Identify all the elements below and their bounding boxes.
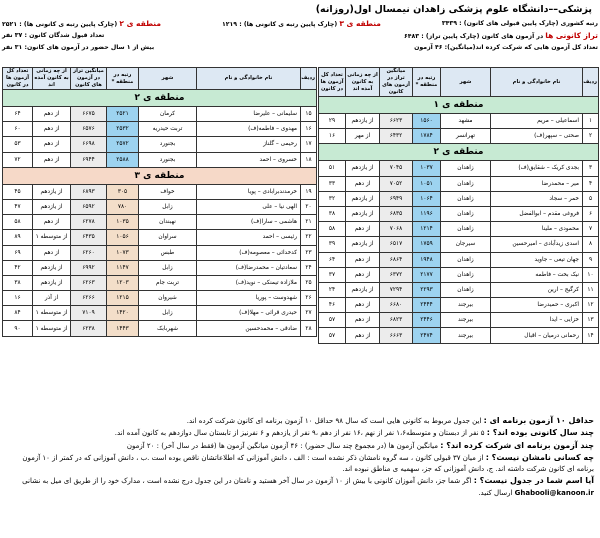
total-exams: ۴۷ xyxy=(3,199,33,214)
table-row xyxy=(3,245,317,260)
average-score: ۶۶۹۸ xyxy=(71,137,107,152)
qa-question: حداقل ۱۰ آزمون برنامه ای : xyxy=(483,416,594,425)
average-score: ۶۲۳۸ xyxy=(71,321,107,336)
city: زاهدان xyxy=(441,282,491,297)
joined-since: از یازدهم xyxy=(346,206,380,221)
row-number: ۵ xyxy=(583,191,599,206)
city: سراوان xyxy=(139,230,197,245)
qa-item xyxy=(4,440,594,452)
regional-rank: ۳۰۵ xyxy=(107,184,139,199)
student-name: کرگیج – ارین xyxy=(491,282,583,297)
student-name: حیدری قرائی – مهلا(ف) xyxy=(197,306,301,321)
total-exams: ۱۶ xyxy=(319,129,346,144)
row-number: ۲۳ xyxy=(301,245,317,260)
total-exams: ۴۲ xyxy=(3,260,33,275)
qa-contact xyxy=(4,488,594,499)
table-row xyxy=(319,282,599,297)
regional-rank: ۱۴۲۰ xyxy=(107,306,139,321)
row-number: ۳ xyxy=(583,161,599,176)
average-score: ۶۲۶۳ xyxy=(71,275,107,290)
header-since: از چه زمانی به کانون آمده اند xyxy=(346,68,380,97)
avg-exams: تعداد کل آزمون هایی که شرکت کرده اند(میانگین): ۴۶ آزمون xyxy=(414,44,598,51)
header-total: تعداد کل آزمون ها در کانون xyxy=(3,68,33,90)
joined-since: از دهم xyxy=(346,222,380,237)
total-exams: ۶۹ xyxy=(3,245,33,260)
joined-since: از دهم xyxy=(33,122,71,137)
joined-since: از یازدهم xyxy=(346,191,380,206)
regional-rank: ۲۵۳۲ xyxy=(107,122,139,137)
average-score: ۶۸۶۴ xyxy=(380,252,413,267)
right-table-body xyxy=(319,97,599,344)
region3-value: (چارک پایین رتبه ی کانونی ها) : ۱۲۱۹ xyxy=(221,21,340,28)
table-row xyxy=(319,114,599,129)
regional-rank: ۱۷۵۹ xyxy=(413,237,441,252)
header-since: از چه زمانی به کانون آمده اند xyxy=(34,68,69,88)
row-number: ۲۵ xyxy=(301,275,317,290)
row-number: ۱۸ xyxy=(301,152,317,167)
average-score: ۶۴۳۵ xyxy=(71,230,107,245)
table-row xyxy=(319,328,599,343)
city: زاهدان xyxy=(441,191,491,206)
joined-since: از آذر xyxy=(33,291,71,306)
total-exams: ۵۸ xyxy=(319,222,346,237)
student-name: بجدی کریک – شقایق(ف) xyxy=(491,161,583,176)
student-name: میر – محمدرضا xyxy=(491,176,583,191)
accepted-count: تعداد قبول شدگان کانون : ۳۷ نفر xyxy=(2,32,105,39)
regional-rank: ۱۰۳۵ xyxy=(107,215,139,230)
regional-rank: ۲۱۷۷ xyxy=(413,267,441,282)
city: تهرانسر xyxy=(441,129,491,144)
region-title: منطقه ی ۳ xyxy=(3,167,317,184)
joined-since: از یازدهم xyxy=(33,275,71,290)
table-row xyxy=(3,306,317,321)
region-header-row xyxy=(319,144,599,161)
table-row xyxy=(3,321,317,336)
row-number: ۲۲ xyxy=(301,230,317,245)
joined-since: از متوسطه ۱ xyxy=(33,230,71,245)
regional-rank: ۱۱۹۶ xyxy=(413,206,441,221)
table-row xyxy=(3,107,317,122)
average-score: ۶۸۹۳ xyxy=(71,184,107,199)
row-number: ۶ xyxy=(583,206,599,221)
table-row xyxy=(3,275,317,290)
page-title: پزشکی––دانشگاه علوم پزشکی زاهدان نیمسال اول(روزانه) xyxy=(315,4,592,15)
row-number: ۲ xyxy=(583,129,599,144)
table-row xyxy=(319,267,599,282)
city: بجنورد xyxy=(139,152,197,167)
city: زاهدان xyxy=(441,161,491,176)
table-row xyxy=(3,137,317,152)
joined-since: از یازدهم xyxy=(33,184,71,199)
region2-value: (چارک پایین رتبه ی کانونی ها) : ۲۵۲۱ xyxy=(2,21,120,28)
average-score: ۶۹۴۴ xyxy=(71,152,107,167)
qa-answer: اگر شما جز، دانش آموزان کانونی با بیش از ۱۰ آزمون در سال آخر هستید و نامتان در این جدول درج نشده است ، مدارک خود را از طریق ای میل به نشانی xyxy=(22,477,474,486)
total-exams: ۳۸ xyxy=(319,206,346,221)
total-exams: ۲۴ xyxy=(319,282,346,297)
student-name: ملازاده تیمنکی – نوید(ف) xyxy=(197,275,301,290)
total-exams: ۹۰ xyxy=(3,321,33,336)
national-rank: رتبه کشوری (چارک پایین قبولی های کانون) : ۳۴۳۹ xyxy=(441,20,598,27)
qa-question: آیا اسم شما در جدول نیست؟ : xyxy=(473,476,594,486)
region-title: منطقه ی ۱ xyxy=(319,97,599,114)
region-header-row xyxy=(3,167,317,184)
student-name: خمر – سجاد xyxy=(491,191,583,206)
over-one-year: بیش از ۱ سال حضور در آزمون های کانون: ۳۱ نفر xyxy=(2,44,155,51)
email-suffix: ارسال کنید. xyxy=(478,488,515,497)
student-name: مهدوی – فاطمه(ف) xyxy=(197,122,301,137)
qa-item xyxy=(4,415,594,427)
row-number: ۱۹ xyxy=(301,184,317,199)
average-score: ۷۰۶۸ xyxy=(380,222,413,237)
left-table-body xyxy=(3,90,317,337)
total-exams: ۳۹ xyxy=(319,237,346,252)
table-row xyxy=(3,152,317,167)
joined-since: از دهم xyxy=(33,245,71,260)
regional-rank: ۱۱۴۷ xyxy=(107,260,139,275)
joined-since: از دهم xyxy=(346,328,380,343)
regional-rank: ۱۰۵۶ xyxy=(107,230,139,245)
row-number: ۷ xyxy=(583,222,599,237)
table-row xyxy=(319,191,599,206)
total-exams: ۳۲ xyxy=(319,191,346,206)
table-row xyxy=(319,237,599,252)
student-name: شهدوست – پوریا xyxy=(197,291,301,306)
table-row xyxy=(3,260,317,275)
table-row xyxy=(319,161,599,176)
student-name: خزایی – ایدا xyxy=(491,313,583,328)
joined-since: از یازدهم xyxy=(33,260,71,275)
city: بجنورد xyxy=(139,137,197,152)
table-row xyxy=(319,129,599,144)
summary-row-2 xyxy=(2,30,598,42)
student-name: الهی نیا – علی xyxy=(197,199,301,214)
student-name: خرمدندبرابادی – پویا xyxy=(197,184,301,199)
header-total: تعداد کل آزمون ها در کانون xyxy=(319,68,346,97)
city: زاهدان xyxy=(441,176,491,191)
table-row xyxy=(319,298,599,313)
joined-since: از یازدهم xyxy=(346,161,380,176)
city: خواف xyxy=(139,184,197,199)
city: مشهد xyxy=(441,114,491,129)
joined-since: از یازدهم xyxy=(346,114,380,129)
row-number: ۲۸ xyxy=(301,321,317,336)
city: زابل xyxy=(139,306,197,321)
total-exams: ۵۷ xyxy=(319,328,346,343)
student-name: نیک بخت – فاطمه xyxy=(491,267,583,282)
table-row xyxy=(319,206,599,221)
header-row: ردیف xyxy=(301,68,317,90)
total-exams: ۳۷ xyxy=(319,267,346,282)
joined-since: از متوسطه ۱ xyxy=(33,321,71,336)
average-score: ۶۶۶۳ xyxy=(380,328,413,343)
joined-since: از دهم xyxy=(33,107,71,122)
header-avg: میانگین تراز در آزمون های کانون xyxy=(380,68,413,97)
row-number: ۲۷ xyxy=(301,306,317,321)
total-exams: ۵۱ xyxy=(319,161,346,176)
average-score: ۶۹۴۹ xyxy=(380,191,413,206)
student-name: اسماعیلی – مریم xyxy=(491,114,583,129)
student-name: رئیسی – احمد xyxy=(197,230,301,245)
header-rank: رتبه در منطقه * xyxy=(413,68,441,97)
joined-since: از دهم xyxy=(346,298,380,313)
total-exams: ۳۳ xyxy=(319,176,346,191)
city: طبس xyxy=(139,245,197,260)
header-name: نام خانوادگی و نام xyxy=(491,68,583,97)
city: تربت جام xyxy=(139,275,197,290)
regional-rank: ۱۰۳۷ xyxy=(413,161,441,176)
total-exams: ۴۶ xyxy=(319,298,346,313)
qa-section xyxy=(4,415,594,499)
region3-quartile xyxy=(222,18,381,30)
city: تربت حیدریه xyxy=(139,122,197,137)
joined-since: از دهم xyxy=(346,176,380,191)
average-score: ۶۸۳۵ xyxy=(380,206,413,221)
joined-since: از یازدهم xyxy=(33,199,71,214)
city: کرمان xyxy=(139,107,197,122)
qa-question: چند آزمون برنامه ای شرکت کرده اند؟ : xyxy=(440,440,594,450)
regional-rank: ۱۰۶۴ xyxy=(413,191,441,206)
regional-rank: ۱۵۶۰ xyxy=(413,114,441,129)
city: شهربابک xyxy=(139,321,197,336)
city: سیرجان xyxy=(441,237,491,252)
regional-rank: ۲۴۴۶ xyxy=(413,313,441,328)
row-number: ۱۷ xyxy=(301,137,317,152)
row-number: ۲۱ xyxy=(301,215,317,230)
header-name: نام خانوادگی و نام xyxy=(197,68,301,90)
row-number: ۱۰ xyxy=(583,267,599,282)
total-exams: ۵۸ xyxy=(3,215,33,230)
total-exams: ۲۹ xyxy=(319,114,346,129)
city: بیرجند xyxy=(441,313,491,328)
average-score: ۶۳۷۲ xyxy=(380,267,413,282)
qa-answer: این جدول مربوط به کانونی هایی است که سال ۹۸ حداقل ۱۰ آزمون برنامه ای کانون شرکت کرده اند. xyxy=(186,417,484,425)
total-exams: ۸۴ xyxy=(3,306,33,321)
table-row xyxy=(319,252,599,267)
average-score: ۶۹۹۲ xyxy=(71,260,107,275)
regional-rank: ۲۵۲۱ xyxy=(107,107,139,122)
student-name: رحمانی درمیان – اقبال xyxy=(491,328,583,343)
header-avg: میانگین تراز در آزمون های کانون xyxy=(71,68,107,90)
city: نهبندان xyxy=(139,215,197,230)
average-score: ۶۲۶۰ xyxy=(71,245,107,260)
qa-item xyxy=(4,452,594,476)
average-score: ۷۰۵۲ xyxy=(380,176,413,191)
row-number: ۹ xyxy=(583,252,599,267)
qa-question: چند سال کانونی بوده اند؟ : xyxy=(486,428,594,438)
row-number: ۱۲ xyxy=(583,298,599,313)
student-name: رحیمی – گلناز xyxy=(197,137,301,152)
student-name: خسروی – احمد xyxy=(197,152,301,167)
email-link[interactable]: Ghabooli@kanoon.ir xyxy=(514,488,594,497)
student-name: کدخدائی – معصومه(ف) xyxy=(197,245,301,260)
regional-rank: ۱۰۷۳ xyxy=(107,245,139,260)
header-row: ردیف xyxy=(583,68,599,97)
total-exams: ۸۹ xyxy=(3,230,33,245)
student-name: فروغی مقدم – ابوالفضل xyxy=(491,206,583,221)
table-row xyxy=(319,313,599,328)
regional-rank: ۲۴۴۴ xyxy=(413,298,441,313)
kanoon-score-value: در آزمون های کانون (چارک پایین تراز) : ۶۴۸۳ xyxy=(403,33,546,40)
qa-question: چه کسانی نامشان نیست؟ : xyxy=(485,452,594,462)
header-city: شهر xyxy=(139,68,197,90)
summary-row-1 xyxy=(2,18,598,30)
total-exams: ۵۷ xyxy=(319,313,346,328)
student-name: هاشمی – سارا(ف) xyxy=(197,215,301,230)
joined-since: از یازدهم xyxy=(346,282,380,297)
student-name: سعادتیان – محمدرضا(ف) xyxy=(197,260,301,275)
kanoon-score xyxy=(404,30,598,42)
average-score: ۶۶۲۳ xyxy=(380,114,413,129)
city: شیروان xyxy=(139,291,197,306)
table-row xyxy=(3,184,317,199)
row-number: ۱۵ xyxy=(301,107,317,122)
joined-since: از دهم xyxy=(346,267,380,282)
regional-rank: ۱۷۸۴ xyxy=(413,129,441,144)
joined-since: از یازدهم xyxy=(346,237,380,252)
row-number: ۲۶ xyxy=(301,291,317,306)
summary-info xyxy=(2,18,598,54)
regional-rank: ۲۴۷۴ xyxy=(413,328,441,343)
qa-answer: از میان ۳۷ قبولی کانون ، سه گروه نامشان ذکر نشده است : الف ، دانش آموزانی که اطلاعاتشان ناقص بوده است .ب ، دانش آموزانی که در کمتر از ۱۰ آزمون برنامه ای کانون شرکت داشته اند. ج، دانش آموزانی که جز، سهمیه ی مناطق نبوده اند. xyxy=(22,453,594,474)
total-exams: ۶۴ xyxy=(3,107,33,122)
city: زابل xyxy=(139,260,197,275)
region-header-row xyxy=(319,97,599,114)
table-row xyxy=(3,215,317,230)
average-score: ۶۸۲۳ xyxy=(380,313,413,328)
table-row xyxy=(3,199,317,214)
table-row xyxy=(319,176,599,191)
row-number: ۸ xyxy=(583,237,599,252)
regional-rank: ۱۲۰۳ xyxy=(107,275,139,290)
city: بیرجند xyxy=(441,298,491,313)
student-name: محمودی – ملینا xyxy=(491,222,583,237)
student-name: اسدی زیدآبادی – امیرحسین xyxy=(491,237,583,252)
joined-since: از دهم xyxy=(346,252,380,267)
joined-since: از متوسطه ۱ xyxy=(33,306,71,321)
regional-rank: ۱۹۴۸ xyxy=(413,252,441,267)
qa-item xyxy=(4,427,594,439)
city: زابل xyxy=(139,199,197,214)
qa-answer: ۵ نفر از دبستان و متوسطه۱،۶ نفر از نهم ،۱۶ نفر از دهم ،۹ نفر از یازدهم و ۶ نفرنیز از تابستان سال دوازدهم به کانون آمده اند. xyxy=(114,429,487,438)
joined-since: از مهر xyxy=(346,129,380,144)
header-city: شهر xyxy=(441,68,491,97)
average-score: ۶۵۱۷ xyxy=(380,237,413,252)
region2-label: منطقه ی ۲ xyxy=(119,19,162,28)
total-exams: ۱۶ xyxy=(3,291,33,306)
average-score: ۶۶۸۰ xyxy=(380,298,413,313)
summary-row-3 xyxy=(2,42,598,54)
city: زاهدان xyxy=(441,267,491,282)
region-title: منطقه ی ۲ xyxy=(3,90,317,107)
average-score: ۶۲۶۶ xyxy=(71,291,107,306)
table-row xyxy=(3,291,317,306)
regional-rank: ۱۰۵۱ xyxy=(413,176,441,191)
average-score: ۶۵۹۲ xyxy=(71,199,107,214)
total-exams: ۵۳ xyxy=(3,137,33,152)
table-row xyxy=(3,230,317,245)
total-exams: ۶۰ xyxy=(3,122,33,137)
average-score: ۶۵۷۶ xyxy=(71,122,107,137)
regional-rank: ۲۵۸۸ xyxy=(107,152,139,167)
region3-label: منطقه ی ۳ xyxy=(339,19,381,28)
total-exams: ۷۲ xyxy=(3,152,33,167)
average-score: ۶۶۷۵ xyxy=(71,107,107,122)
row-number: ۲۰ xyxy=(301,199,317,214)
average-score: ۷۱۰۹ xyxy=(71,306,107,321)
joined-since: از دهم xyxy=(33,215,71,230)
total-exams: ۴۵ xyxy=(3,184,33,199)
header-rank: رتبه در منطقه * xyxy=(107,68,139,90)
average-score: ۷۲۹۴ xyxy=(380,282,413,297)
city: بیرجند xyxy=(441,328,491,343)
regional-rank: ۲۵۷۲ xyxy=(107,137,139,152)
table-row xyxy=(3,122,317,137)
row-number: ۱۴ xyxy=(583,328,599,343)
table-header-row xyxy=(3,68,317,90)
city: زاهدان xyxy=(441,222,491,237)
kanoon-score-label: تراز کانونی ها xyxy=(545,31,598,40)
row-number: ۱۳ xyxy=(583,313,599,328)
qa-answer: میانگین آزمون ها (در مجموع چند سال حضور) : ۴۶ آزمون میانگین آزمون ها (فقط در سال آخر) : ۲۰ آزمون xyxy=(126,441,441,450)
row-number: ۱۱ xyxy=(583,282,599,297)
regional-rank: ۷۸۰ xyxy=(107,199,139,214)
joined-since: از دهم xyxy=(33,137,71,152)
qa-item xyxy=(4,475,594,487)
average-score: ۶۲۷۸ xyxy=(71,215,107,230)
left-results-table xyxy=(2,67,317,337)
student-name: جهان تیغی – جاوید xyxy=(491,252,583,267)
city: زاهدان xyxy=(441,206,491,221)
row-number: ۴ xyxy=(583,176,599,191)
joined-since: از دهم xyxy=(346,313,380,328)
student-name: سلیمانی – علیرضا xyxy=(197,107,301,122)
regional-rank: ۲۲۹۳ xyxy=(413,282,441,297)
region2-quartile xyxy=(2,18,161,30)
total-exams: ۳۸ xyxy=(3,275,33,290)
student-name: ضادقی – محمدحسین xyxy=(197,321,301,336)
table-header-row xyxy=(319,68,599,97)
regional-rank: ۱۲۱۴ xyxy=(413,222,441,237)
average-score: ۷۰۴۵ xyxy=(380,161,413,176)
regional-rank: ۱۲۱۵ xyxy=(107,291,139,306)
right-results-table xyxy=(318,67,599,344)
row-number: ۲۴ xyxy=(301,260,317,275)
city: زاهدان xyxy=(441,252,491,267)
regional-rank: ۱۴۴۳ xyxy=(107,321,139,336)
student-name: صحتی – سپهر(ف) xyxy=(491,129,583,144)
row-number: ۱۶ xyxy=(301,122,317,137)
average-score: ۶۴۳۲ xyxy=(380,129,413,144)
joined-since: از دهم xyxy=(33,152,71,167)
region-header-row xyxy=(3,90,317,107)
region-title: منطقه ی ۲ xyxy=(319,144,599,161)
student-name: اکبری – حمیدرضا xyxy=(491,298,583,313)
row-number: ۱ xyxy=(583,114,599,129)
table-row xyxy=(319,222,599,237)
total-exams: ۶۴ xyxy=(319,252,346,267)
